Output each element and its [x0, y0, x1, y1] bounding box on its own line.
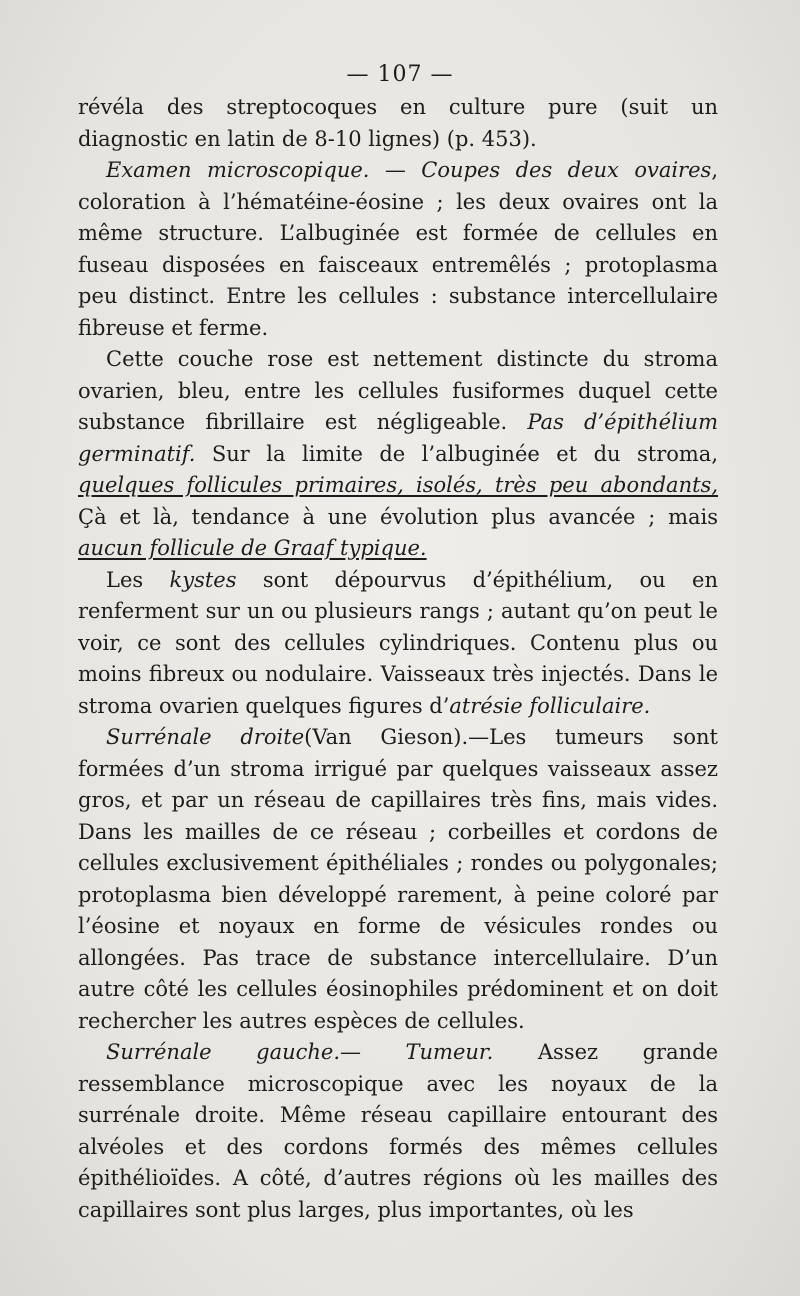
body-text	[78, 92, 718, 1226]
heading-run-surrenale-droite: Surrénale droite	[106, 725, 305, 749]
text-run: révéla des streptocoques en culture pure (suit un diagnostic en latin de 8-10 lignes) (p. 453).	[78, 95, 718, 151]
underlined-emphasis-run: quelques follicules primaires, isolés, très peu abondants,	[78, 473, 718, 497]
text-run: Les	[106, 567, 170, 592]
paragraph-1	[78, 92, 718, 155]
paragraph-4	[78, 565, 718, 723]
text-run: Cette couche rose est nettement distincte du stroma ovarien, bleu, entre les cellules fusiformes duquel cette substance fibrillaire est négligeable.	[78, 347, 718, 434]
paragraph-5	[78, 722, 718, 1037]
text-run: (Van Gieson).—Les tumeurs sont formées d’un stroma irrigué par quelques vaisseaux assez gros, et par un réseau de capillaires très fins, mais vides. Dans les mailles de ce réseau ; corbeilles et cordons de cellules exclusivement épithéliales ; rondes ou polygonales; protoplasma bien développé rarement, à peine coloré par l’éosine et noyaux en forme de vésicules rondes ou allongées. Pas trace de substance intercellulaire. D’un autre côté les cellules éosinophiles prédominent et on doit rechercher les autres espèces de cellules.	[78, 725, 718, 1033]
paragraph-2	[78, 155, 718, 344]
emphasis-run: Pas d’épithélium germinatif.	[78, 410, 718, 466]
emphasis-run: kystes	[169, 567, 237, 592]
emphasis-run: atrésie folliculaire.	[449, 693, 651, 718]
text-run: Sur la limite de l’albuginée et du stroma,	[195, 441, 718, 466]
text-run: sont dépourvus d’épithélium, ou en renferment sur un ou plusieurs rangs ; autant qu’on peut le voir, ce sont des cellules cylindriques. Contenu plus ou moins fibreux ou nodulaire. Vaisseaux très injectés. Dans le stroma ovarien quelques figures d’	[78, 567, 718, 718]
page-number: — 107 —	[346, 62, 454, 87]
text-run: Çà et là, tendance à une évolution plus avancée ; mais	[78, 504, 718, 529]
text-run: , coloration à l’hématéine-éosine ; les deux ovaires ont la même structure. L’albuginée est formée de cellules en fuseau disposées en faisceaux entremêlés ; protoplasma peu distinct. Entre les cellules : substance intercellulaire fibreuse et ferme.	[78, 158, 718, 340]
heading-run-examen: Examen microscopique. — Coupes des deux ovaires	[106, 158, 712, 182]
underlined-emphasis-run: aucun follicule de Graaf typique.	[78, 536, 427, 560]
text-run: Assez grande ressemblance microscopique avec les noyaux de la surrénale droite. Même réseau capillaire entourant des alvéoles et des cordons formés des mêmes cellules épithélioïdes. A côté, d’autres régions où les mailles des capillaires sont plus larges, plus importantes, où les	[78, 1040, 718, 1222]
heading-run-surrenale-gauche: Surrénale gauche.— Tumeur.	[106, 1040, 494, 1064]
paragraph-6	[78, 1037, 718, 1226]
paragraph-3	[78, 344, 718, 565]
